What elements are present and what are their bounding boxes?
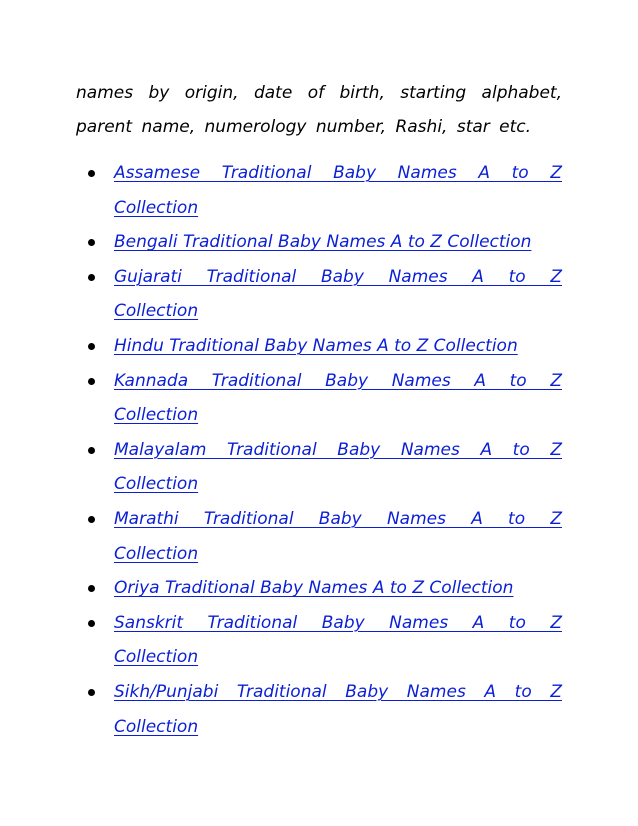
- hindu-names-link[interactable]: Hindu Traditional Baby Names A to Z Collection: [114, 335, 518, 356]
- bullet-icon: [88, 620, 95, 627]
- list-item: [76, 502, 562, 571]
- list-item: [76, 606, 562, 675]
- bullet-icon: [88, 516, 95, 523]
- bullet-icon: [88, 170, 95, 177]
- intro-line-1: names by origin, date of birth, starting alphabet,: [76, 83, 562, 103]
- oriya-names-link[interactable]: Oriya Traditional Baby Names A to Z Collection: [114, 578, 514, 599]
- kannada-names-link[interactable]: Kannada Traditional Baby Names A to Z Collection: [114, 370, 562, 426]
- bullet-icon: [88, 343, 95, 350]
- intro-paragraph: [76, 76, 562, 144]
- sanskrit-names-link[interactable]: Sanskrit Traditional Baby Names A to Z Collection: [114, 612, 562, 668]
- list-item: [76, 260, 562, 329]
- sikh-punjabi-names-link[interactable]: Sikh/Punjabi Traditional Baby Names A to Z Collection: [114, 681, 562, 737]
- bengali-names-link[interactable]: Bengali Traditional Baby Names A to Z Collection: [114, 232, 532, 253]
- bullet-icon: [88, 585, 95, 592]
- bullet-icon: [88, 378, 95, 385]
- intro-line-2: parent name, numerology number, Rashi, star etc.: [76, 117, 532, 137]
- gujarati-names-link[interactable]: Gujarati Traditional Baby Names A to Z Collection: [114, 266, 562, 322]
- list-item: [76, 433, 562, 502]
- list-item: [76, 225, 562, 260]
- marathi-names-link[interactable]: Marathi Traditional Baby Names A to Z Collection: [114, 508, 562, 564]
- list-item: [76, 571, 562, 606]
- list-item: [76, 675, 562, 744]
- list-item: [76, 156, 562, 225]
- bullet-icon: [88, 689, 95, 696]
- bullet-icon: [88, 239, 95, 246]
- list-item: [76, 364, 562, 433]
- bullet-icon: [88, 447, 95, 454]
- baby-names-link-list: [76, 156, 562, 744]
- malayalam-names-link[interactable]: Malayalam Traditional Baby Names A to Z Collection: [114, 439, 562, 495]
- list-item: [76, 329, 562, 364]
- assamese-names-link[interactable]: Assamese Traditional Baby Names A to Z Collection: [114, 163, 562, 218]
- bullet-icon: [88, 274, 95, 281]
